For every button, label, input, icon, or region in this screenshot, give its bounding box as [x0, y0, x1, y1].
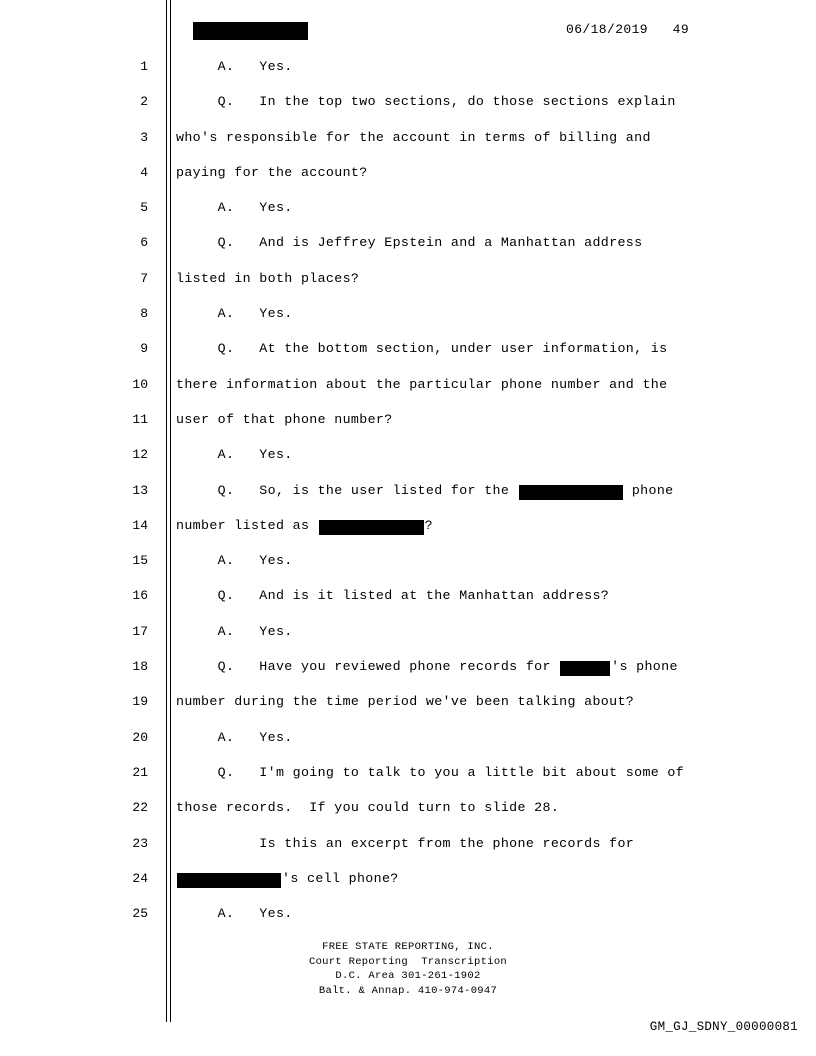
line-text: those records. If you could turn to slide 28.	[176, 800, 560, 816]
line-text: A. Yes.	[176, 553, 293, 569]
line-text: Q. Have you reviewed phone records for 's phone	[176, 659, 678, 675]
footer-dc-phone: D.C. Area 301-261-1902	[335, 970, 481, 983]
transcript-line	[0, 303, 816, 338]
line-number: 14	[132, 517, 148, 533]
transcript-line	[0, 480, 816, 515]
transcript-line	[0, 515, 816, 550]
line-text: A. Yes.	[176, 447, 293, 463]
transcript-line	[0, 444, 816, 479]
line-number: 23	[132, 835, 148, 851]
transcript-body	[0, 56, 816, 938]
line-text: Is this an excerpt from the phone records for	[176, 835, 635, 851]
line-text: Q. At the bottom section, under user information, is	[176, 341, 668, 357]
line-number: 18	[132, 659, 148, 675]
line-text: A. Yes.	[176, 59, 293, 74]
line-text: A. Yes.	[176, 623, 293, 639]
transcript-line	[0, 197, 816, 232]
line-number: 24	[132, 870, 148, 886]
transcript-line	[0, 868, 816, 903]
line-text: paying for the account?	[176, 164, 368, 180]
transcript-line	[0, 374, 816, 409]
footer-company: FREE STATE REPORTING, INC.	[322, 941, 494, 953]
transcript-line	[0, 56, 816, 91]
line-text: A. Yes.	[176, 306, 293, 322]
line-text: Q. And is it listed at the Manhattan address?	[176, 588, 610, 604]
line-number: 10	[132, 376, 148, 392]
line-text: listed in both places?	[176, 270, 360, 286]
line-number: 20	[132, 729, 148, 745]
line-number: 5	[140, 200, 148, 216]
reporter-footer	[0, 940, 816, 998]
transcript-line	[0, 691, 816, 726]
transcript-line	[0, 268, 816, 303]
line-number: 9	[140, 341, 148, 357]
transcript-line	[0, 833, 816, 868]
line-text: A. Yes.	[176, 906, 293, 922]
bates-number: GM_GJ_SDNY_00000081	[649, 1020, 798, 1034]
line-text: there information about the particular phone number and the	[176, 376, 668, 392]
transcript-line	[0, 162, 816, 197]
header-date-and-page: 06/18/2019 49	[566, 22, 690, 37]
line-number: 15	[132, 553, 148, 569]
line-number: 21	[132, 764, 148, 780]
line-text: 's cell phone?	[176, 871, 399, 887]
transcript-line	[0, 232, 816, 267]
line-number: 3	[140, 129, 148, 145]
footer-services: Court Reporting Transcription	[308, 955, 508, 968]
line-number: 13	[132, 482, 148, 498]
transcript-line	[0, 903, 816, 938]
line-text: number listed as ?	[176, 517, 433, 533]
transcript-line	[0, 797, 816, 832]
line-number: 16	[132, 588, 148, 604]
line-number: 19	[132, 694, 148, 710]
line-number: 17	[132, 623, 148, 639]
footer-balt-phone: Balt. & Annap. 410-974-0947	[318, 984, 498, 997]
transcript-line	[0, 338, 816, 373]
redaction-bar	[177, 873, 281, 888]
transcript-line	[0, 621, 816, 656]
line-number: 2	[140, 94, 148, 110]
page-header	[193, 22, 753, 42]
transcript-line	[0, 762, 816, 797]
line-number: 6	[140, 235, 148, 251]
transcript-line	[0, 550, 816, 585]
line-number: 22	[132, 800, 148, 816]
transcript-line	[0, 585, 816, 620]
redaction-bar-header	[193, 22, 308, 40]
redaction-bar	[519, 485, 623, 500]
redaction-bar	[319, 520, 424, 535]
line-number: 4	[140, 164, 148, 180]
line-text: who's responsible for the account in terms of billing and	[176, 129, 651, 145]
line-number: 25	[132, 906, 148, 922]
transcript-line	[0, 127, 816, 162]
line-number: 7	[140, 270, 148, 286]
line-text: Q. So, is the user listed for the phone	[176, 482, 674, 498]
redaction-bar	[560, 661, 610, 676]
transcript-line	[0, 409, 816, 444]
line-text: Q. In the top two sections, do those sections explain	[176, 94, 676, 110]
line-text: A. Yes.	[176, 200, 293, 216]
line-text: user of that phone number?	[176, 411, 393, 427]
line-number: 1	[140, 59, 148, 74]
line-text: Q. I'm going to talk to you a little bit about some of	[176, 764, 685, 780]
line-text: Q. And is Jeffrey Epstein and a Manhattan address	[176, 235, 643, 251]
line-number: 12	[132, 447, 148, 463]
line-text: number during the time period we've been talking about?	[176, 694, 635, 710]
line-number: 11	[132, 411, 148, 427]
line-number: 8	[140, 306, 148, 322]
transcript-line	[0, 656, 816, 691]
line-text: A. Yes.	[176, 729, 293, 745]
transcript-line	[0, 727, 816, 762]
transcript-line	[0, 91, 816, 126]
